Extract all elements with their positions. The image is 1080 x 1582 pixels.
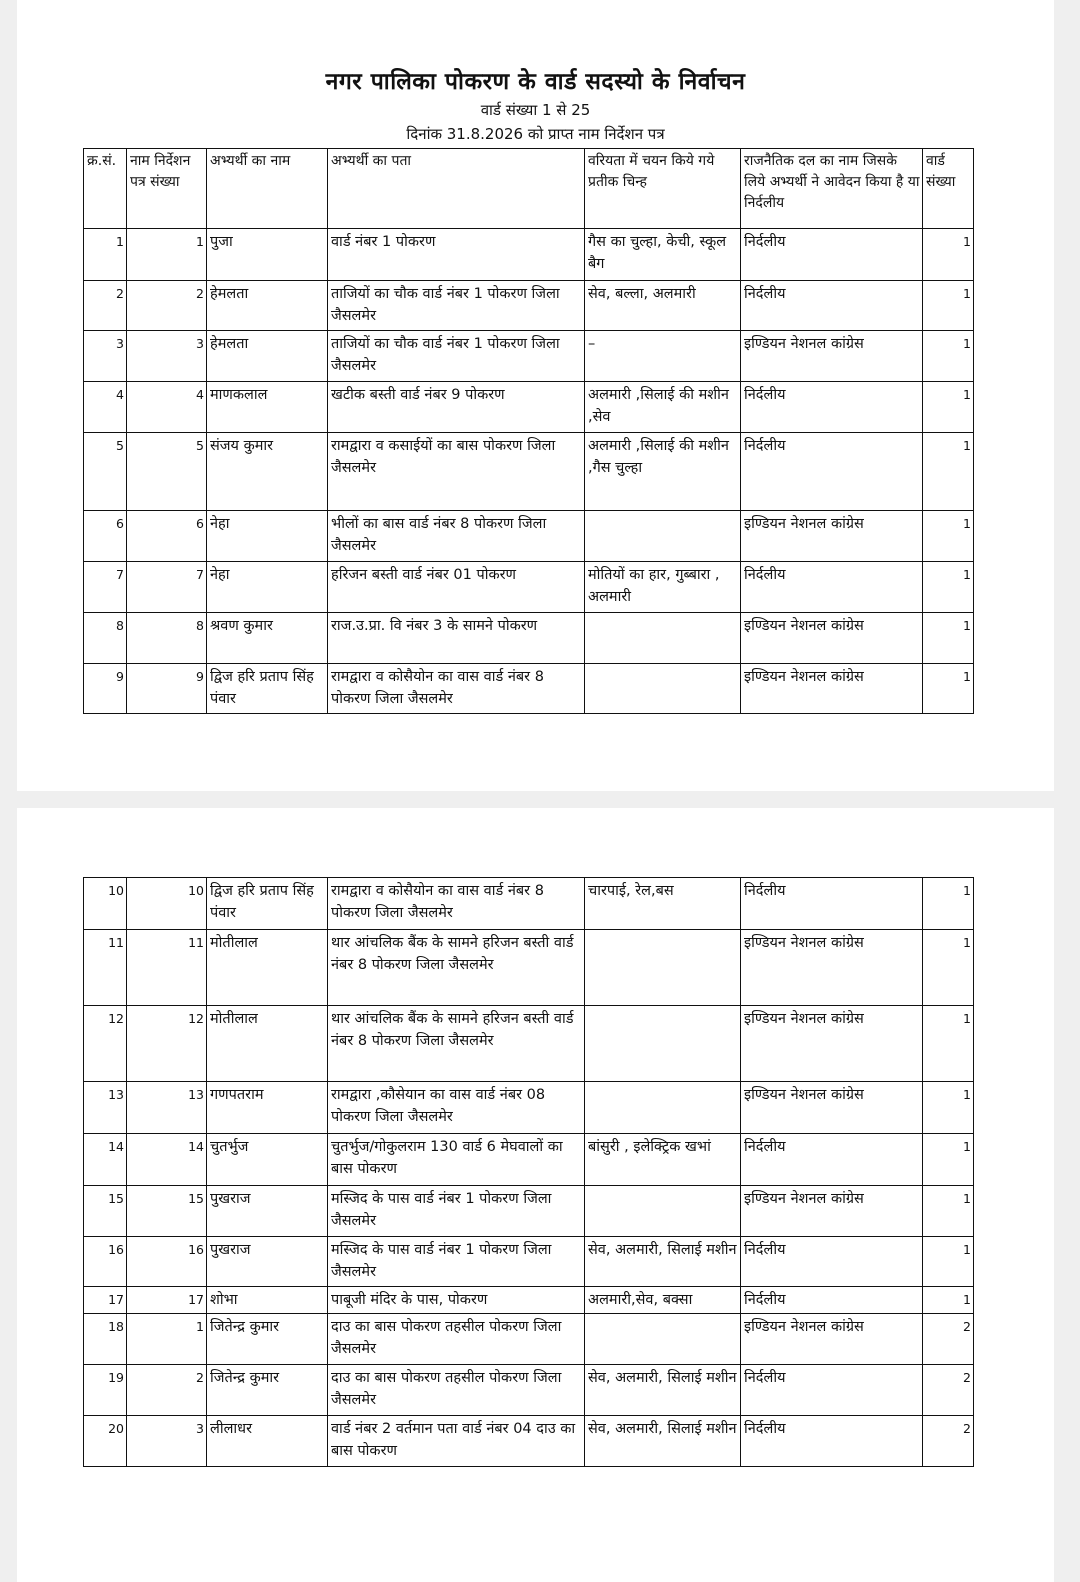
cell-ward: 2 [923,1416,974,1467]
table-row [84,1287,974,1314]
cell-symbols: चारपाई, रेल,बस [585,878,741,930]
col-header-name: अभ्यर्थी का नाम [207,149,328,229]
table-row [84,878,974,930]
cell-symbols [585,613,741,664]
cell-serial: 18 [84,1314,127,1365]
cell-party: इण्डियन नेशनल कांग्रेस [741,331,923,382]
cell-serial: 13 [84,1082,127,1134]
cell-ward: 1 [923,433,974,511]
cell-ward: 1 [923,613,974,664]
cell-name: नेहा [207,562,328,613]
cell-party: इण्डियन नेशनल कांग्रेस [741,511,923,562]
cell-ward: 1 [923,1237,974,1287]
cell-address: मस्जिद के पास वार्ड नंबर 1 पोकरण जिला जैसलमेर [328,1186,585,1237]
cell-address: रामद्वारा ,कौसेयान का वास वार्ड नंबर 08 पोकरण जिला जैसलमेर [328,1082,585,1134]
cell-serial: 1 [84,229,127,281]
cell-ward: 1 [923,511,974,562]
cell-address: ताजियों का चौक वार्ड नंबर 1 पोकरण जिला जैसलमेर [328,281,585,331]
cell-address: थार आंचलिक बैंक के सामने हरिजन बस्ती वार्ड नंबर 8 पोकरण जिला जैसलमेर [328,1006,585,1082]
cell-party: इण्डियन नेशनल कांग्रेस [741,1082,923,1134]
col-header-nomination: नाम निर्देशन पत्र संख्या [127,149,207,229]
cell-party: निर्दलीय [741,562,923,613]
cell-name: श्रवण कुमार [207,613,328,664]
cell-serial: 2 [84,281,127,331]
cell-nomination-no: 6 [127,511,207,562]
cell-serial: 4 [84,382,127,433]
cell-symbols: सेव, अलमारी, सिलाई मशीन [585,1365,741,1416]
cell-nomination-no: 3 [127,1416,207,1467]
cell-ward: 2 [923,1365,974,1416]
cell-name: लीलाधर [207,1416,328,1467]
cell-serial: 12 [84,1006,127,1082]
table-row [84,229,974,281]
cell-serial: 7 [84,562,127,613]
table-row [84,1314,974,1365]
cell-ward: 1 [923,1006,974,1082]
cell-ward: 1 [923,229,974,281]
cell-symbols [585,1006,741,1082]
cell-ward: 1 [923,1082,974,1134]
cell-address: राज.उ.प्रा. वि नंबर 3 के सामने पोकरण [328,613,585,664]
cell-party: निर्दलीय [741,382,923,433]
cell-symbols: मोतियों का हार, गुब्बारा , अलमारी [585,562,741,613]
cell-party: इण्डियन नेशनल कांग्रेस [741,1006,923,1082]
cell-party: निर्दलीय [741,1416,923,1467]
cell-address: रामद्वारा व कोसैयोन का वास वार्ड नंबर 8 पोकरण जिला जैसलमेर [328,664,585,714]
cell-party: इण्डियन नेशनल कांग्रेस [741,664,923,714]
cell-symbols: अलमारी ,सिलाई की मशीन ,गैस चुल्हा [585,433,741,511]
cell-serial: 5 [84,433,127,511]
cell-party: निर्दलीय [741,433,923,511]
cell-address: ताजियों का चौक वार्ड नंबर 1 पोकरण जिला जैसलमेर [328,331,585,382]
table-row [84,511,974,562]
cell-ward: 1 [923,331,974,382]
table-row [84,1082,974,1134]
cell-address: भीलों का बास वार्ड नंबर 8 पोकरण जिला जैसलमेर [328,511,585,562]
cell-serial: 3 [84,331,127,382]
table-row [84,281,974,331]
cell-symbols: सेव, बल्ला, अलमारी [585,281,741,331]
cell-address: वार्ड नंबर 1 पोकरण [328,229,585,281]
cell-serial: 17 [84,1287,127,1314]
cell-symbols: अलमारी ,सिलाई की मशीन ,सेव [585,382,741,433]
cell-ward: 1 [923,878,974,930]
cell-name: पुखराज [207,1186,328,1237]
cell-nomination-no: 3 [127,331,207,382]
table-row [84,664,974,714]
cell-party: इण्डियन नेशनल कांग्रेस [741,613,923,664]
cell-nomination-no: 4 [127,382,207,433]
cell-symbols [585,664,741,714]
cell-symbols: अलमारी,सेव, बक्सा [585,1287,741,1314]
cell-nomination-no: 13 [127,1082,207,1134]
cell-symbols: गैस का चुल्हा, केची, स्कूल बैग [585,229,741,281]
cell-address: दाउ का बास पोकरण तहसील पोकरण जिला जैसलमेर [328,1314,585,1365]
cell-symbols [585,511,741,562]
cell-nomination-no: 16 [127,1237,207,1287]
cell-nomination-no: 2 [127,1365,207,1416]
col-header-symbols: वरियता में चयन किये गये प्रतीक चिन्ह [585,149,741,229]
cell-ward: 1 [923,930,974,1006]
cell-name: हेमलता [207,331,328,382]
cell-serial: 14 [84,1134,127,1186]
col-header-address: अभ्यर्थी का पता [328,149,585,229]
cell-ward: 1 [923,1134,974,1186]
cell-address: थार आंचलिक बैंक के सामने हरिजन बस्ती वार्ड नंबर 8 पोकरण जिला जैसलमेर [328,930,585,1006]
cell-ward: 1 [923,382,974,433]
document-page-2 [17,808,1054,1582]
table-row [84,1365,974,1416]
cell-serial: 15 [84,1186,127,1237]
cell-nomination-no: 8 [127,613,207,664]
cell-party: निर्दलीय [741,1134,923,1186]
cell-nomination-no: 5 [127,433,207,511]
table-row [84,382,974,433]
cell-name: मोतीलाल [207,930,328,1006]
table-row [84,1134,974,1186]
table-row [84,1006,974,1082]
cell-nomination-no: 9 [127,664,207,714]
cell-name: पुखराज [207,1237,328,1287]
cell-address: चुतर्भुज/गोकुलराम 130 वार्ड 6 मेघवालों का बास पोकरण [328,1134,585,1186]
cell-party: निर्दलीय [741,281,923,331]
col-header-serial: क्र.सं. [84,149,127,229]
cell-name: नेहा [207,511,328,562]
table-row [84,930,974,1006]
cell-nomination-no: 14 [127,1134,207,1186]
cell-name: जितेन्द्र कुमार [207,1314,328,1365]
cell-symbols: – [585,331,741,382]
cell-nomination-no: 12 [127,1006,207,1082]
cell-name: जितेन्द्र कुमार [207,1365,328,1416]
cell-name: शोभा [207,1287,328,1314]
cell-nomination-no: 17 [127,1287,207,1314]
cell-nomination-no: 15 [127,1186,207,1237]
cell-symbols [585,1082,741,1134]
page-subtitle: वार्ड संख्या 1 से 25 [480,101,591,119]
cell-name: गणपतराम [207,1082,328,1134]
table-row [84,613,974,664]
cell-name: चुतर्भुज [207,1134,328,1186]
cell-address: दाउ का बास पोकरण तहसील पोकरण जिला जैसलमेर [328,1365,585,1416]
cell-ward: 1 [923,1186,974,1237]
cell-party: निर्दलीय [741,1365,923,1416]
cell-party: निर्दलीय [741,878,923,930]
cell-party: इण्डियन नेशनल कांग्रेस [741,1186,923,1237]
cell-address: पाबूजी मंदिर के पास, पोकरण [328,1287,585,1314]
cell-name: संजय कुमार [207,433,328,511]
cell-ward: 1 [923,1287,974,1314]
cell-symbols: सेव, अलमारी, सिलाई मशीन [585,1416,741,1467]
cell-serial: 19 [84,1365,127,1416]
cell-symbols [585,930,741,1006]
cell-nomination-no: 1 [127,229,207,281]
cell-name: माणकलाल [207,382,328,433]
cell-address: रामद्वारा व कोसैयोन का वास वार्ड नंबर 8 पोकरण जिला जैसलमेर [328,878,585,930]
cell-symbols [585,1314,741,1365]
table-row [84,1237,974,1287]
cell-serial: 11 [84,930,127,1006]
cell-address: वार्ड नंबर 2 वर्तमान पता वार्ड नंबर 04 दाउ का बास पोकरण [328,1416,585,1467]
cell-serial: 10 [84,878,127,930]
cell-party: निर्दलीय [741,1287,923,1314]
cell-address: हरिजन बस्ती वार्ड नंबर 01 पोकरण [328,562,585,613]
nominations-table-page-2 [83,877,974,1467]
cell-name: मोतीलाल [207,1006,328,1082]
cell-ward: 1 [923,281,974,331]
cell-name: पुजा [207,229,328,281]
table-row [84,1416,974,1467]
cell-serial: 9 [84,664,127,714]
cell-name: हेमलता [207,281,328,331]
col-header-ward: वार्ड संख्या [923,149,974,229]
cell-serial: 20 [84,1416,127,1467]
document-page-1 [17,0,1054,791]
cell-nomination-no: 7 [127,562,207,613]
table-row [84,562,974,613]
cell-party: इण्डियन नेशनल कांग्रेस [741,1314,923,1365]
cell-address: मस्जिद के पास वार्ड नंबर 1 पोकरण जिला जैसलमेर [328,1237,585,1287]
cell-party: इण्डियन नेशनल कांग्रेस [741,930,923,1006]
nominations-table-page-1 [83,148,974,714]
table-header-row [84,149,974,229]
cell-party: निर्दलीय [741,1237,923,1287]
cell-symbols: सेव, अलमारी, सिलाई मशीन [585,1237,741,1287]
cell-ward: 2 [923,1314,974,1365]
table-row [84,433,974,511]
cell-serial: 16 [84,1237,127,1287]
table-row [84,1186,974,1237]
cell-nomination-no: 11 [127,930,207,1006]
cell-address: रामद्वारा व कसाईयों का बास पोकरण जिला जैसलमेर [328,433,585,511]
date-line: दिनांक 31.8.2026 को प्राप्त नाम निर्देशन पत्र [406,125,665,143]
cell-ward: 1 [923,562,974,613]
cell-nomination-no: 1 [127,1314,207,1365]
page-title: नगर पालिका पोकरण के वार्ड सदस्यो के निर्वाचन [325,69,746,95]
cell-nomination-no: 10 [127,878,207,930]
cell-ward: 1 [923,664,974,714]
cell-name: द्विज हरि प्रताप सिंह पंवार [207,878,328,930]
cell-nomination-no: 2 [127,281,207,331]
cell-name: द्विज हरि प्रताप सिंह पंवार [207,664,328,714]
cell-address: खटीक बस्ती वार्ड नंबर 9 पोकरण [328,382,585,433]
cell-symbols: बांसुरी , इलेक्ट्रिक खभां [585,1134,741,1186]
cell-symbols [585,1186,741,1237]
cell-serial: 6 [84,511,127,562]
table-row [84,331,974,382]
cell-serial: 8 [84,613,127,664]
cell-party: निर्दलीय [741,229,923,281]
col-header-party: राजनैतिक दल का नाम जिसके लिये अभ्यर्थी ने आवेदन किया है या निर्दलीय [741,149,923,229]
